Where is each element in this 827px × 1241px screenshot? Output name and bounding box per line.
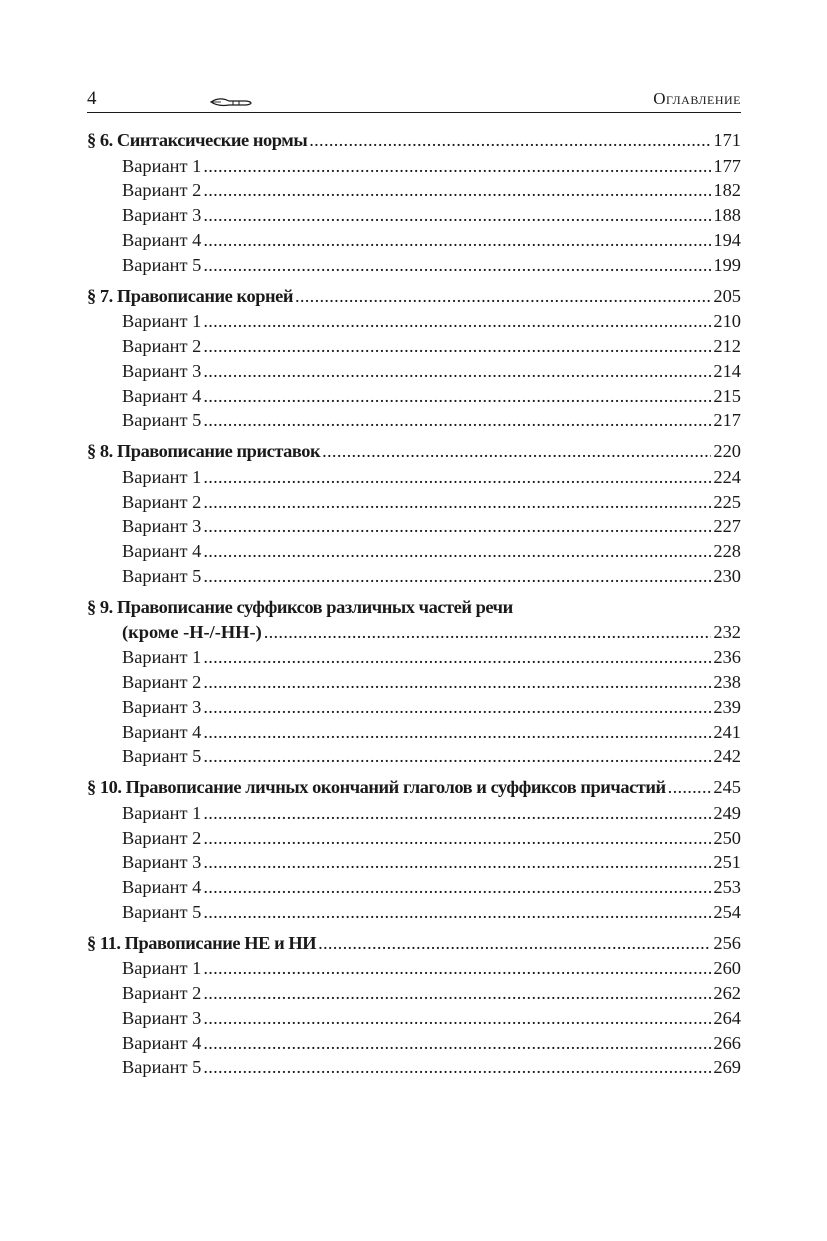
variant-entry bbox=[87, 695, 741, 720]
dot-leader bbox=[203, 178, 711, 203]
entry-label: Вариант 3 bbox=[122, 516, 202, 537]
variant-entry bbox=[87, 826, 741, 851]
entry-page-number: 262 bbox=[713, 983, 741, 1004]
entry-label: Вариант 2 bbox=[122, 827, 202, 848]
entry-label: § 7. Правописание корней bbox=[87, 285, 293, 306]
toc-section bbox=[87, 775, 741, 925]
entry-label: Вариант 5 bbox=[122, 901, 202, 922]
section-heading-continuation bbox=[87, 620, 741, 645]
entry-page-number: 205 bbox=[713, 285, 741, 306]
entry-page-number: 266 bbox=[713, 1032, 741, 1053]
section-heading bbox=[87, 128, 741, 154]
entry-label: (кроме -Н-/-НН-) bbox=[122, 622, 262, 643]
toc-section bbox=[87, 439, 741, 589]
entry-page-number: 256 bbox=[713, 932, 741, 953]
dot-leader bbox=[203, 359, 711, 384]
entry-label: Вариант 1 bbox=[122, 466, 202, 487]
variant-entry bbox=[87, 1055, 741, 1080]
dot-leader bbox=[203, 564, 711, 589]
entry-page-number: 212 bbox=[713, 335, 741, 356]
entry-page-number: 224 bbox=[713, 466, 741, 487]
variant-entry bbox=[87, 981, 741, 1006]
variant-entry bbox=[87, 801, 741, 826]
variant-entry bbox=[87, 384, 741, 409]
entry-page-number: 210 bbox=[713, 311, 741, 332]
running-header bbox=[87, 86, 741, 113]
entry-page-number: 250 bbox=[713, 827, 741, 848]
variant-entry bbox=[87, 465, 741, 490]
toc-section bbox=[87, 931, 741, 1081]
variant-entry bbox=[87, 154, 741, 179]
entry-page-number: 199 bbox=[713, 254, 741, 275]
dot-leader bbox=[203, 900, 711, 925]
dot-leader bbox=[203, 1031, 711, 1056]
variant-entry bbox=[87, 956, 741, 981]
variant-entry bbox=[87, 408, 741, 433]
entry-page-number: 215 bbox=[713, 385, 741, 406]
entry-label: Вариант 1 bbox=[122, 311, 202, 332]
variant-entry bbox=[87, 645, 741, 670]
entry-label: Вариант 4 bbox=[122, 541, 202, 562]
toc-section bbox=[87, 595, 741, 769]
dot-leader bbox=[203, 956, 711, 981]
section-heading bbox=[87, 439, 741, 465]
entry-page-number: 239 bbox=[713, 696, 741, 717]
dot-leader bbox=[295, 284, 711, 310]
entry-label: Вариант 3 bbox=[122, 1007, 202, 1028]
dot-leader bbox=[203, 309, 711, 334]
entry-page-number: 214 bbox=[713, 360, 741, 381]
entry-page-number: 236 bbox=[713, 647, 741, 668]
variant-entry bbox=[87, 1031, 741, 1056]
entry-label: Вариант 3 bbox=[122, 360, 202, 381]
entry-label: Вариант 1 bbox=[122, 155, 202, 176]
entry-page-number: 194 bbox=[713, 229, 741, 250]
dot-leader bbox=[203, 334, 711, 359]
entry-page-number: 241 bbox=[713, 721, 741, 742]
variant-entry bbox=[87, 670, 741, 695]
dot-leader bbox=[203, 720, 711, 745]
entry-label: Вариант 2 bbox=[122, 983, 202, 1004]
dot-leader bbox=[309, 128, 711, 154]
dot-leader bbox=[203, 670, 711, 695]
entry-page-number: 254 bbox=[713, 901, 741, 922]
entry-label: Вариант 1 bbox=[122, 647, 202, 668]
entry-label: Вариант 2 bbox=[122, 335, 202, 356]
variant-entry bbox=[87, 490, 741, 515]
entry-label: Вариант 5 bbox=[122, 565, 202, 586]
variant-entry bbox=[87, 309, 741, 334]
section-heading bbox=[87, 775, 741, 801]
dot-leader bbox=[203, 826, 711, 851]
entry-label: Вариант 2 bbox=[122, 180, 202, 201]
entry-page-number: 171 bbox=[713, 130, 741, 150]
variant-entry bbox=[87, 1006, 741, 1031]
variant-entry bbox=[87, 178, 741, 203]
dot-leader bbox=[264, 620, 712, 645]
entry-page-number: 225 bbox=[713, 491, 741, 512]
variant-entry bbox=[87, 875, 741, 900]
dot-leader bbox=[203, 465, 711, 490]
section-heading bbox=[87, 931, 741, 957]
entry-label: Вариант 4 bbox=[122, 229, 202, 250]
entry-page-number: 217 bbox=[713, 410, 741, 431]
entry-page-number: 177 bbox=[713, 155, 741, 176]
dot-leader bbox=[203, 981, 711, 1006]
dot-leader bbox=[203, 744, 711, 769]
variant-entry bbox=[87, 720, 741, 745]
section-heading bbox=[87, 284, 741, 310]
dot-leader bbox=[203, 539, 711, 564]
dot-leader bbox=[203, 1006, 711, 1031]
entry-label: Вариант 4 bbox=[122, 385, 202, 406]
entry-label: Вариант 4 bbox=[122, 877, 202, 898]
variant-entry bbox=[87, 228, 741, 253]
entry-page-number: 220 bbox=[713, 441, 741, 462]
header-title: Оглавление bbox=[653, 89, 741, 108]
dot-leader bbox=[318, 931, 711, 957]
dot-leader bbox=[203, 154, 711, 179]
dot-leader bbox=[203, 645, 711, 670]
entry-label: Вариант 3 bbox=[122, 205, 202, 226]
entry-label: Вариант 1 bbox=[122, 802, 202, 823]
variant-entry bbox=[87, 744, 741, 769]
entry-label: Вариант 5 bbox=[122, 1057, 202, 1078]
dot-leader bbox=[203, 253, 711, 278]
entry-page-number: 182 bbox=[713, 180, 741, 201]
entry-page-number: 242 bbox=[713, 746, 741, 767]
variant-entry bbox=[87, 564, 741, 589]
variant-entry bbox=[87, 900, 741, 925]
entry-page-number: 260 bbox=[713, 958, 741, 979]
page-number: 4 bbox=[87, 88, 97, 109]
entry-page-number: 245 bbox=[713, 777, 741, 798]
entry-label: § 11. Правописание НЕ и НИ bbox=[87, 932, 317, 953]
dot-leader bbox=[668, 775, 712, 801]
entry-label: § 8. Правописание приставок bbox=[87, 441, 321, 462]
entry-page-number: 188 bbox=[713, 205, 741, 226]
entry-page-number: 251 bbox=[713, 852, 741, 873]
dot-leader bbox=[203, 1055, 711, 1080]
dot-leader bbox=[203, 490, 711, 515]
dot-leader bbox=[203, 801, 711, 826]
entry-page-number: 228 bbox=[713, 541, 741, 562]
entry-label: Вариант 5 bbox=[122, 746, 202, 767]
entry-label: Вариант 5 bbox=[122, 254, 202, 275]
section-heading: § 9. Правописание суффиксов различных частей речи bbox=[87, 596, 513, 617]
entry-page-number: 264 bbox=[713, 1007, 741, 1028]
variant-entry bbox=[87, 514, 741, 539]
entry-label: Вариант 4 bbox=[122, 1032, 202, 1053]
entry-page-number: 238 bbox=[713, 671, 741, 692]
entry-label: § 6. Синтаксические нормы bbox=[87, 130, 308, 150]
table-of-contents bbox=[87, 126, 741, 1080]
entry-label: § 10. Правописание личных окончаний глаголов и суффиксов причастий bbox=[87, 777, 666, 798]
dot-leader bbox=[203, 203, 711, 228]
entry-label: Вариант 5 bbox=[122, 410, 202, 431]
entry-page-number: 253 bbox=[713, 877, 741, 898]
pen-icon bbox=[209, 95, 253, 109]
variant-entry bbox=[87, 850, 741, 875]
dot-leader bbox=[203, 384, 711, 409]
entry-label: Вариант 1 bbox=[122, 958, 202, 979]
dot-leader bbox=[203, 695, 711, 720]
dot-leader bbox=[203, 408, 711, 433]
dot-leader bbox=[322, 439, 711, 465]
entry-page-number: 249 bbox=[713, 802, 741, 823]
variant-entry bbox=[87, 253, 741, 278]
dot-leader bbox=[203, 875, 711, 900]
variant-entry bbox=[87, 334, 741, 359]
entry-page-number: 232 bbox=[713, 622, 741, 643]
entry-page-number: 230 bbox=[713, 565, 741, 586]
dot-leader bbox=[203, 514, 711, 539]
dot-leader bbox=[203, 228, 711, 253]
entry-label: Вариант 2 bbox=[122, 671, 202, 692]
toc-section bbox=[87, 284, 741, 434]
entry-page-number: 269 bbox=[713, 1057, 741, 1078]
variant-entry bbox=[87, 359, 741, 384]
entry-label: Вариант 3 bbox=[122, 696, 202, 717]
entry-label: Вариант 4 bbox=[122, 721, 202, 742]
variant-entry bbox=[87, 539, 741, 564]
entry-page-number: 227 bbox=[713, 516, 741, 537]
dot-leader bbox=[203, 850, 711, 875]
entry-label: Вариант 2 bbox=[122, 491, 202, 512]
variant-entry bbox=[87, 203, 741, 228]
toc-section bbox=[87, 128, 741, 278]
entry-label: Вариант 3 bbox=[122, 852, 202, 873]
